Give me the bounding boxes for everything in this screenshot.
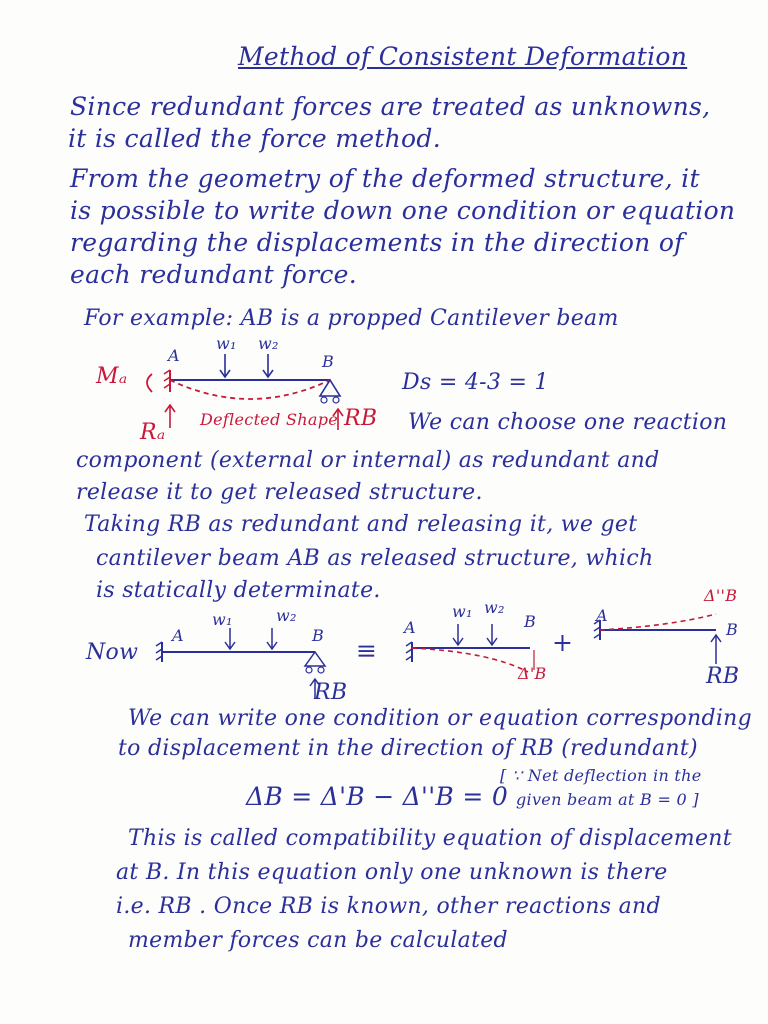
superposition-diagram [150, 600, 750, 710]
label-rb: RB [344, 406, 378, 431]
label-b: B [524, 612, 537, 631]
compatibility-equation: ΔB = Δ'B − Δ''B = 0 [246, 782, 509, 811]
text-line: regarding the displacements in the direction of [70, 228, 684, 257]
label-rb: RB [706, 664, 740, 689]
label-delta-b-prime: Δ'B [518, 664, 547, 683]
label-w1: w₁ [212, 610, 233, 629]
text-line: For example: AB is a propped Cantilever beam [84, 306, 619, 331]
label-b: B [726, 620, 739, 639]
text-line: each redundant force. [70, 260, 358, 289]
equation-note-line: given beam at B = 0 ] [516, 790, 699, 809]
label-rb: RB [314, 680, 348, 705]
text-line: We can write one condition or equation corresponding [128, 706, 753, 731]
text-line: is possible to write down one condition or equation [70, 196, 736, 225]
text-line: i.e. RB . Once RB is known, other reactions and [116, 894, 661, 919]
text-line: cantilever beam AB as released structure, which [96, 546, 654, 571]
equation-note-line: [ ∵ Net deflection in the [500, 766, 702, 785]
label-moment: Mₐ [96, 364, 128, 389]
plus-sign: + [552, 628, 574, 657]
text-line: From the geometry of the deformed structure, it [70, 164, 700, 193]
label-w2: w₂ [276, 606, 297, 625]
label-a: A [596, 606, 608, 625]
label-w1: w₁ [216, 334, 237, 353]
label-w2: w₂ [484, 598, 505, 617]
label-ra: Rₐ [140, 420, 166, 445]
text-line: member forces can be calculated [128, 928, 508, 953]
text-line: We can choose one reaction [408, 410, 728, 435]
label-a: A [168, 346, 180, 365]
text-line: release it to get released structure. [76, 480, 483, 505]
label-a: A [404, 618, 416, 637]
text-line: component (external or internal) as redundant and [76, 448, 660, 473]
label-b: B [312, 626, 325, 645]
page-title: Method of Consistent Deformation [238, 42, 688, 71]
text-line: Taking RB as redundant and releasing it, we get [84, 512, 638, 537]
label-w2: w₂ [258, 334, 279, 353]
label-w1: w₁ [452, 602, 473, 621]
label-now: Now [86, 640, 139, 665]
label-deflected-shape: Deflected Shape [200, 410, 339, 429]
text-line: to displacement in the direction of RB (redundant) [118, 736, 698, 761]
degree-of-indeterminacy: Ds = 4-3 = 1 [402, 370, 549, 395]
label-delta-b-double-prime: Δ''B [704, 586, 738, 605]
label-b: B [322, 352, 335, 371]
label-a: A [172, 626, 184, 645]
text-line: at B. In this equation only one unknown is there [116, 860, 668, 885]
text-line: This is called compatibility equation of displacement [128, 826, 732, 851]
text-line: is statically determinate. [96, 578, 381, 603]
text-line: it is called the force method. [68, 124, 441, 153]
text-line: Since redundant forces are treated as unknowns, [70, 92, 711, 121]
equivalence-sign: ≡ [356, 636, 378, 665]
